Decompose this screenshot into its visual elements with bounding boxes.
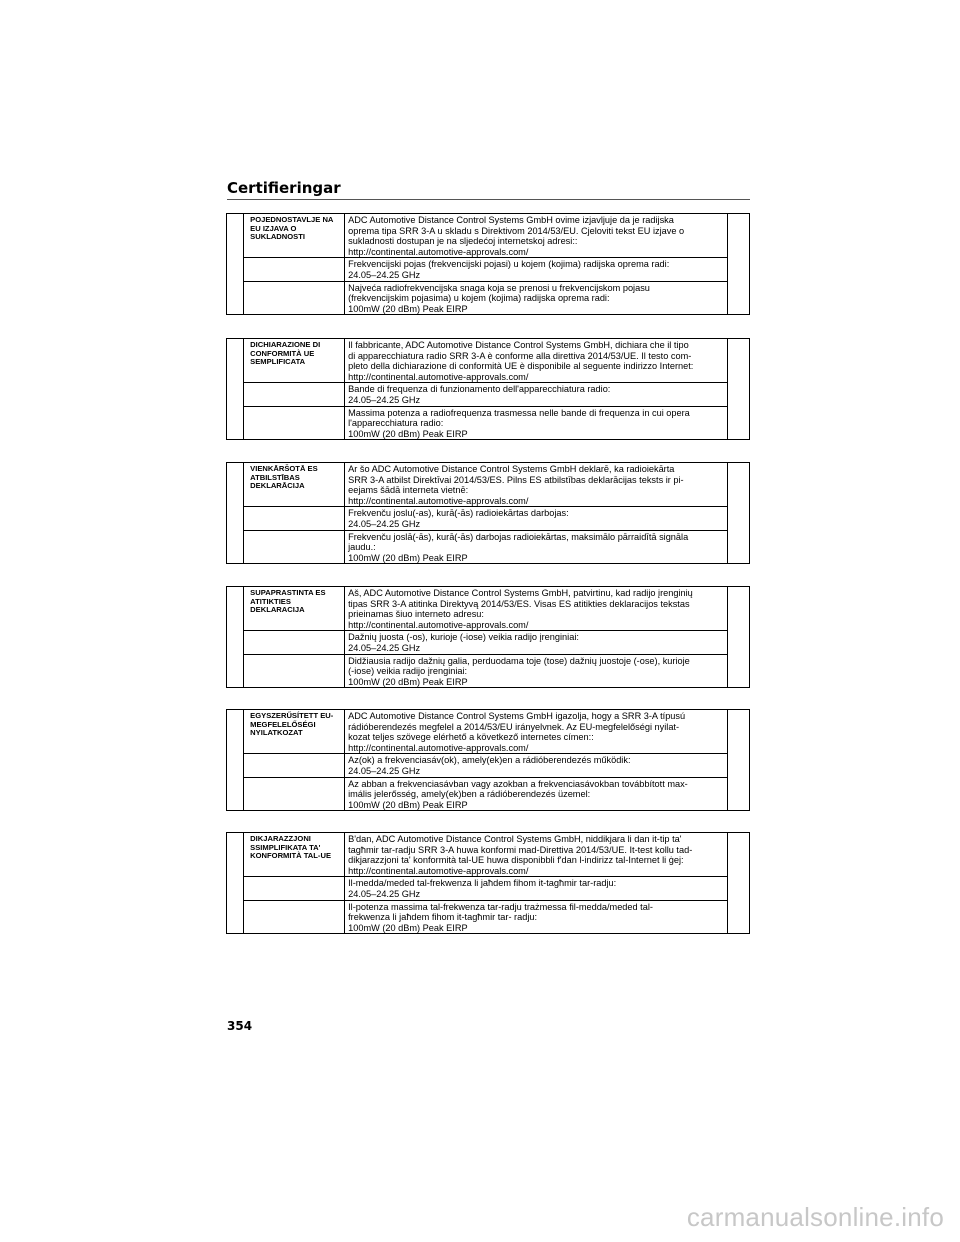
table-row [227,339,750,383]
page-title: Certifieringar [227,179,341,197]
table-row [227,463,750,507]
table-row [227,530,750,564]
declaration-heading: VIENKĀRŠOTĀ ES ATBILSTĪBAS DEKLARĀCIJA [244,463,345,507]
declaration-table-it [226,338,750,440]
declaration-text: ADC Automotive Distance Control Systems GmbH igazolja, hogy a SRR 3-A típusú rádióberendezés megfelel a 2014/53/EU irányelvnek. Az EU-megfelelőségi nyilat- kozat teljes szövege elérhető a következő internetes címen:: http://continental.automotive-approvals.com/ [345,710,728,754]
frequency-band-text: Dažnių juosta (-os), kurioje (-iose) veikia radijo įrenginiai: 24.05–24.25 GHz [345,631,728,654]
declaration-heading: SUPAPRASTINTA ES ATITIKTIES DEKLARACIJA [244,587,345,631]
declaration-table-hr [226,213,750,315]
declaration-heading: EGYSZERŰSÍTETT EU-MEGFELELŐSÉGI NYILATKOZAT [244,710,345,754]
table-row [227,754,750,777]
declaration-table-hu [226,709,750,811]
page-number: 354 [227,1019,253,1033]
frequency-band-text: Az(ok) a frekvenciasáv(ok), amely(ek)en a rádióberendezés működik: 24.05–24.25 GHz [345,754,728,777]
table-row [227,507,750,530]
max-power-text: Frekvenču joslā(-ās), kurā(-ās) darbojas radioiekārtas, maksimālo pārraidītā signāla jaudu.: 100mW (20 dBm) Peak EIRP [345,530,728,564]
declaration-text: Ar šo ADC Automotive Distance Control Systems GmbH deklarē, ka radioiekārta SRR 3-A atbilst Direktīvai 2014/53/ES. Pilns ES atbilstības deklarācijas teksts ir pi- eejams šādā interneta vietnē: http://continental.automotive-approvals.com/ [345,463,728,507]
max-power-text: Najveća radiofrekvencijska snaga koja se prenosi u frekvencijskom pojasu (frekvencijskim pojasima) u kojem (kojima) radijska oprema radi: 100mW (20 dBm) Peak EIRP [345,281,728,315]
table-row [227,900,750,934]
declaration-table-lt [226,586,750,688]
table-row [227,654,750,688]
table-row [227,710,750,754]
declaration-table-mt [226,832,750,934]
max-power-text: Il-potenza massima tal-frekwenza tar-radju trażmessa fil-medda/meded tal- frekwenza li jaħdem fihom it-tagħmir tar- radju: 100mW (20 dBm) Peak EIRP [345,900,728,934]
declaration-heading: POJEDNOSTAVLJE NA EU IZJAVA O SUKLADNOSTI [244,214,345,258]
table-row [227,281,750,315]
frequency-band-text: Frekvencijski pojas (frekvencijski pojasi) u kojem (kojima) radijska oprema radi: 24.05–24.25 GHz [345,258,728,281]
table-row [227,777,750,811]
frequency-band-text: Frekvenču joslu(-as), kurā(-ās) radioiekārtas darbojas: 24.05–24.25 GHz [345,507,728,530]
table-row [227,587,750,631]
declaration-text: Aš, ADC Automotive Distance Control Systems GmbH, patvirtinu, kad radijo įrenginių tipas SRR 3-A atitinka Direktyvą 2014/53/ES. Visas ES atitikties deklaracijos tekstas prieinamas šiuo interneto adresu: http://continental.automotive-approvals.com/ [345,587,728,631]
declaration-text: Il fabbricante, ADC Automotive Distance Control Systems GmbH, dichiara che il tipo di apparecchiatura radio SRR 3-A è conforme alla direttiva 2014/53/UE. Il testo com- pleto della dichiarazione di conformità UE è disponibile al seguente indirizzo Internet: http://continental.automotive-approvals.com/ [345,339,728,383]
table-row [227,406,750,440]
table-row [227,214,750,258]
declaration-text: ADC Automotive Distance Control Systems GmbH ovime izjavljuje da je radijska oprema tipa SRR 3-A u skladu s Direktivom 2014/53/EU. Cjeloviti tekst EU izjave o sukladnosti dostupan je na sljedećoj internetskoj adresi:: http://continental.automotive-approvals.com/ [345,214,728,258]
declaration-heading: DICHIARAZIONE DI CONFORMITÀ UE SEMPLIFICATA [244,339,345,383]
frequency-band-text: Bande di frequenza di funzionamento dell'apparecchiatura radio: 24.05–24.25 GHz [345,383,728,406]
table-row [227,383,750,406]
declaration-text: B'dan, ADC Automotive Distance Control Systems GmbH, niddikjara li dan it-tip ta' tagħmir tar-radju SRR 3-A huwa konformi mad-Direttiva 2014/53/UE. It-test kollu tad- dikjarazzjoni ta' konformità tal-UE huwa disponibbli f'dan l-indirizz tal-Internet li ġej: http://continental.automotive-approvals.com/ [345,833,728,877]
declaration-table-lv [226,462,750,564]
watermark-text: carmanualsonline.info [686,1202,944,1232]
declaration-heading: DIKJARAZZJONI SSIMPLIFIKATA TA' KONFORMITÀ TAL-UE [244,833,345,877]
max-power-text: Massima potenza a radiofrequenza trasmessa nelle bande di frequenza in cui opera l'apparecchiatura radio: 100mW (20 dBm) Peak EIRP [345,406,728,440]
table-row [227,833,750,877]
max-power-text: Az abban a frekvenciasávban vagy azokban a frekvenciasávokban továbbított max- imális jelerősség, amely(ek)ben a rádióberendezés üzemel: 100mW (20 dBm) Peak EIRP [345,777,728,811]
title-divider [227,199,750,200]
table-row [227,258,750,281]
frequency-band-text: Il-medda/meded tal-frekwenza li jaħdem fihom it-tagħmir tar-radju: 24.05–24.25 GHz [345,877,728,900]
max-power-text: Didžiausia radijo dažnių galia, perduodama toje (tose) dažnių juostoje (-ose), kurioje (-iose) veikia radijo įrenginiai: 100mW (20 dBm) Peak EIRP [345,654,728,688]
table-row [227,631,750,654]
table-row [227,877,750,900]
